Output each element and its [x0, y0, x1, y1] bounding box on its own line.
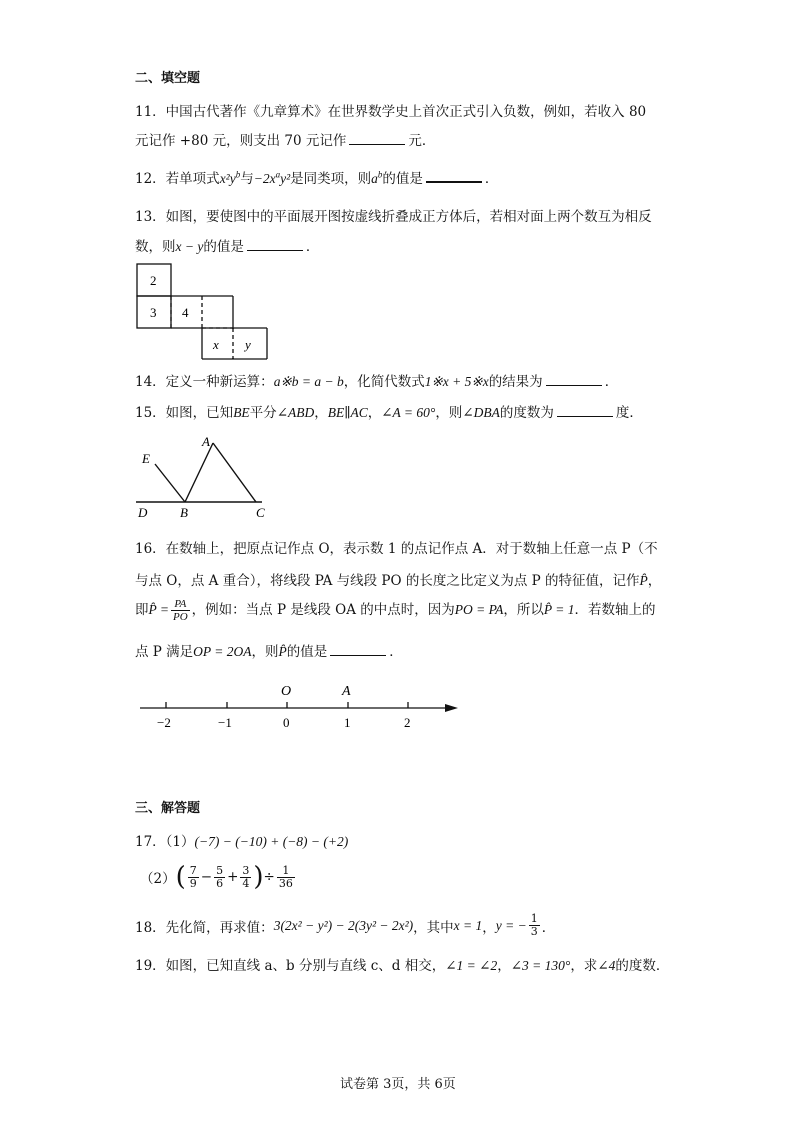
q18-y-value: y = − — [495, 917, 527, 933]
q12-monomial-1: $x^2y^b$ — [219, 169, 241, 186]
point-o-label: O — [281, 684, 292, 699]
q17-label: 17．（1） — [135, 834, 195, 850]
section-heading-solutions: 三、解答题 — [135, 801, 201, 816]
label-c: C — [256, 505, 265, 520]
label-d: D — [138, 505, 148, 520]
q15-text-b: 平分 — [249, 405, 277, 421]
q17-label-2: （2） — [140, 871, 176, 887]
net-label-3: 3 — [150, 305, 157, 320]
q12-suffix-2: 的值是 — [382, 171, 423, 187]
ray-be — [155, 464, 185, 502]
q16-text-c: 即 — [135, 602, 149, 618]
q19-text-a: 19．如图，已知直线 a、b 分别与直线 c、d 相交， — [135, 958, 446, 974]
q11-answer-blank[interactable] — [349, 144, 405, 145]
net-label-x: x — [213, 337, 219, 352]
q16-end: ． — [389, 644, 403, 660]
q15-angle-dba: ∠DBA — [462, 405, 500, 420]
net-label-2: 2 — [150, 273, 157, 288]
q16-def-fraction: $\frac{PA}{PO}$ — [173, 598, 188, 623]
question-13-line-2 — [135, 235, 319, 255]
q16-text-i: 的值是 — [286, 644, 328, 660]
q12-suffix-1: 是同类项，则 — [290, 171, 372, 187]
q15-text-f: 的度数为 — [499, 405, 554, 421]
question-17-part-2 — [140, 862, 297, 892]
q16-def-lhs: P̂ = — [148, 602, 169, 617]
q14-expression: 1※x + 5※x — [424, 374, 489, 389]
q16-phat: P̂ — [639, 573, 648, 588]
q17-fraction-7-9: $\frac{7}{9}$ — [189, 863, 197, 890]
q16-text-f: ．若数轴上的 — [574, 602, 656, 618]
q14-end: ． — [604, 374, 619, 390]
q17-fraction-1-36: $\frac{1}{36}$ — [278, 863, 293, 890]
tick-label-1: 1 — [344, 715, 351, 730]
q16-text-d: ，例如：当点 P 是线段 OA 的中点时，因为 — [191, 602, 455, 618]
question-18 — [135, 913, 555, 938]
q16-text-a: 与点 O，点 A 重合），将线段 PA 与线段 PO 的长度之比定义为点 P 的特征值，记作 — [135, 573, 640, 589]
q14-definition: a※b = a − b — [273, 374, 344, 389]
q16-text-e: ，所以 — [503, 602, 544, 618]
q12-end: ． — [484, 171, 499, 187]
q15-text-e: ，则 — [435, 405, 463, 421]
q18-prefix: 18．先化简，再求值： — [135, 919, 274, 936]
q17-expression-1: (−7) − (−10) + (−8) − (+2) — [194, 834, 349, 849]
q15-parallel: BE∥AC — [327, 405, 368, 420]
net-label-y: y — [245, 337, 251, 352]
q12-monomial-2: $-2x^ay^2$ — [253, 169, 291, 186]
q18-fraction-1-3: $\frac{1}{3}$ — [530, 912, 538, 938]
q16-condition: OP = 2OA — [193, 644, 252, 659]
question-16-line-2 — [135, 569, 661, 589]
q17-op-minus: − — [200, 869, 213, 885]
q13-text-b: 的值是 — [203, 239, 244, 255]
q13-text-a: 数，则 — [135, 239, 176, 255]
q14-mid: ，化简代数式 — [343, 374, 425, 390]
label-e: E — [142, 451, 150, 466]
q16-text-h: ，则 — [251, 644, 279, 660]
q13-expression: x − y — [175, 239, 204, 254]
question-15 — [135, 401, 643, 421]
question-13-line-1: 13．如图，要使图中的平面展开图按虚线折叠成正方体后，若相对面上两个数互为相反 — [135, 209, 652, 225]
q15-angle-abd: ∠ABD — [276, 405, 315, 420]
q16-answer-blank[interactable] — [330, 655, 386, 656]
segment-ba — [185, 443, 213, 502]
q17-op-plus: + — [227, 869, 239, 885]
section-heading-fill-blank: 二、填空题 — [135, 71, 201, 86]
question-11-line-1: 11．中国古代著作《九章算术》在世界数学史上首次正式引入负数，例如，若收入 80 — [135, 104, 647, 120]
q16-eq1: PO = PA — [454, 602, 504, 617]
question-16-line-4 — [135, 640, 403, 660]
q18-mid: ，其中 — [413, 919, 454, 936]
q16-eq2: P̂ = 1 — [543, 602, 575, 617]
number-line-arrow — [445, 704, 458, 712]
tick-label-minus-1: −1 — [218, 715, 232, 730]
tick-label-0: 0 — [283, 715, 290, 730]
q19-text-b: ，求 — [570, 958, 598, 974]
q17-close-paren: ) — [253, 862, 264, 892]
cube-net-figure — [136, 262, 272, 362]
question-14 — [135, 370, 618, 390]
label-b: B — [180, 505, 188, 520]
tick-label-2: 2 — [404, 715, 411, 730]
question-11-line-2 — [135, 129, 435, 149]
q15-text-d: ， — [367, 405, 382, 421]
question-12 — [135, 167, 498, 187]
q15-angle-a: ∠A = 60° — [381, 405, 436, 420]
q19-target: ∠4 — [597, 958, 616, 973]
q17-fraction-5-6: $\frac{5}{6}$ — [216, 863, 224, 890]
point-a-label: A — [342, 684, 351, 699]
q16-text-g: 点 P 满足 — [135, 644, 194, 660]
q13-end: ． — [305, 239, 320, 255]
q18-x-value: x = 1 — [453, 917, 483, 933]
net-label-4: 4 — [182, 305, 189, 320]
question-17-part-1 — [135, 830, 348, 850]
q19-end: 的度数． — [615, 958, 670, 974]
q12-prefix: 12．若单项式 — [135, 171, 220, 187]
q19-comma: ， — [497, 958, 511, 974]
q15-be: BE — [233, 405, 250, 420]
q16-text-b: ， — [647, 573, 662, 589]
q17-open-paren: ( — [175, 862, 186, 892]
angle-figure — [134, 432, 274, 520]
q16-phat-2: P̂ — [278, 644, 287, 659]
question-16-line-1: 16．在数轴上，把原点记作点 O，表示数 1 的点记作点 A．对于数轴上任意一点 P（不 — [135, 541, 658, 557]
q18-expression: 3(2x² − y²) − 2(3y² − 2x²) — [273, 917, 414, 933]
q14-answer-blank[interactable] — [546, 385, 602, 386]
q15-text-a: 15．如图，已知 — [135, 405, 234, 421]
q15-text-c: ， — [314, 405, 328, 421]
q12-expression: $a^b$ — [371, 169, 383, 186]
page-footer: 试卷第 3页，共 6页 — [340, 1077, 456, 1092]
q19-eq2: ∠3 = 130° — [510, 958, 571, 973]
q12-and: 与 — [240, 171, 254, 187]
label-a: A — [202, 434, 210, 449]
q12-answer-blank[interactable] — [426, 181, 482, 183]
q11-text-a: 元记作 +80 元，则支出 70 元记作 — [135, 133, 347, 149]
tick-label-minus-2: −2 — [157, 715, 171, 730]
q17-op-divide: ÷ — [263, 869, 275, 885]
q14-prefix: 14．定义一种新运算： — [135, 374, 274, 390]
q14-suffix: 的结果为 — [488, 374, 543, 390]
q18-end: ． — [541, 919, 556, 936]
q11-text-b: 元． — [408, 133, 436, 149]
q13-answer-blank[interactable] — [247, 250, 303, 251]
question-16-line-3 — [135, 598, 655, 623]
question-19 — [135, 954, 669, 974]
q15-end: 度． — [615, 405, 643, 421]
q19-eq1: ∠1 = ∠2 — [445, 958, 498, 973]
q17-fraction-3-4: $\frac{3}{4}$ — [242, 863, 250, 890]
segment-ac — [213, 443, 256, 502]
q18-comma: ， — [482, 919, 496, 936]
q15-answer-blank[interactable] — [557, 416, 613, 417]
number-line-figure — [140, 680, 465, 736]
